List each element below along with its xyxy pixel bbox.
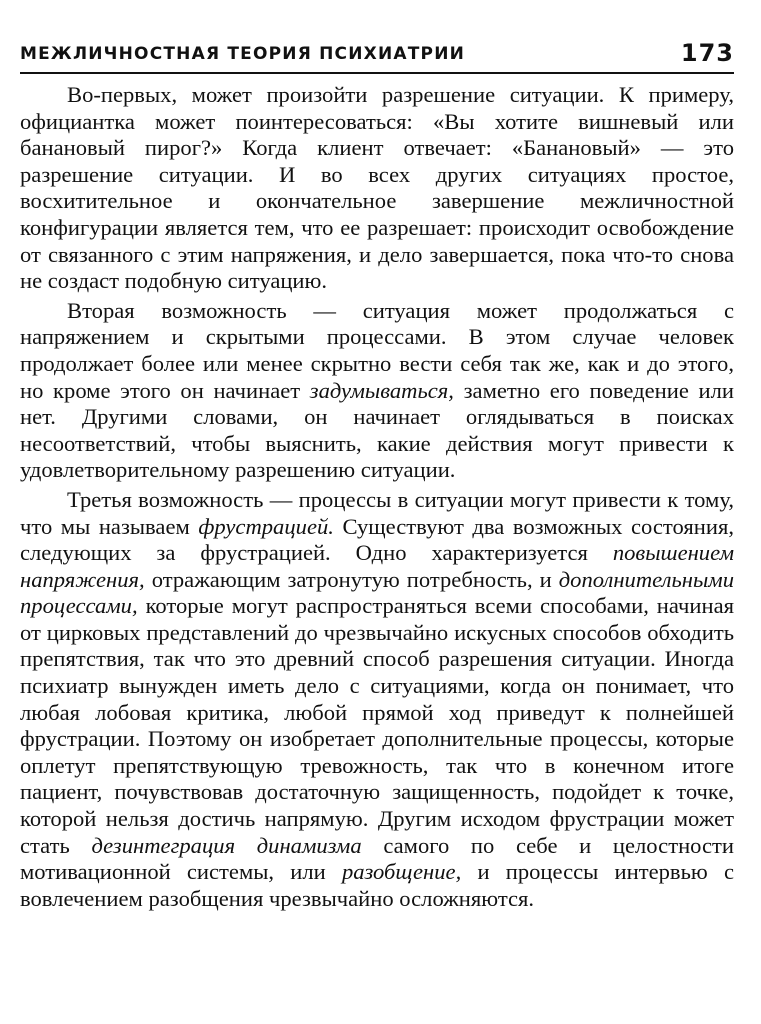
text-run: Вторая возможность — ситуация может продолжаться с напряжением и скрытыми процессами. В этом случае человек продолжает более или менее скрытно вести себя так же, как и до этого, но кроме этого он начинает [20, 297, 734, 403]
emphasis-text: задумываться, [309, 377, 454, 403]
text-run: Во-первых, может произойти разрешение ситуации. К примеру, официантка может поинтересоваться: «Вы хотите вишневый или банановый пирог?» Когда клиент отвечает: «Банановый» — это разрешение ситуации. И во всех других ситуациях простое, восхитительное и окончательное завершение межличностной конфигурации является тем, что ее разрешает: происходит освобождение от связанного с этим напряжения, и дело завершается, пока что-то снова не создаст подобную ситуацию. [20, 82, 734, 294]
running-title: МЕЖЛИЧНОСТНАЯ ТЕОРИЯ ПСИХИАТРИИ [20, 44, 466, 64]
paragraph-3 [20, 487, 734, 913]
text-run: самого по себе и целостности мотивационной системы, или [20, 832, 735, 885]
body-text [20, 82, 734, 912]
emphasis-text: повышением напряжения, [20, 540, 734, 592]
emphasis-text: фрустрацией. [198, 513, 334, 539]
text-run: и процессы интервью с вовлечением разобщения чрезвычайно осложняются. [20, 859, 734, 911]
emphasis-text: дезинтеграция динамизма [91, 832, 362, 858]
running-head [20, 36, 734, 68]
text-run: отражающим затронутую потребность, и [144, 566, 559, 592]
header-rule [20, 72, 734, 74]
page-number: 173 [680, 39, 734, 67]
paragraph-2 [20, 298, 734, 484]
text-run: Третья возможность — процессы в ситуации могут привести к тому, что мы называем [20, 486, 734, 539]
text-run: которые могут распространяться всеми способами, начиная от цирковых представлений до чрезвычайно искусных способов обходить препятствия, так что это древний способ разрешения ситуации. Иногда психиатр вынужден иметь дело с ситуациями, когда он понимает, что любая лобовая критика, любой прямой ход приведут к полнейшей фрустрации. Поэтому он изобретает дополнительные процессы, которые оплетут препятствующую тревожность, так что в конечном итоге пациент, почувствовав достаточную защищенность, подойдет к точке, которой нельзя достичь напрямую. Другим исходом фрустрации может стать [20, 593, 734, 858]
paragraph-1 [20, 82, 734, 295]
text-run: Существуют два возможных состояния, следующих за фрустрацией. Одно характеризуется [20, 513, 734, 566]
emphasis-text: разобщение, [341, 859, 462, 885]
text-run: заметно его поведение или нет. Другими словами, он начинает оглядываться в поисках несоответствий, чтобы выяснить, какие действия могут привести к удовлетворительному разрешению ситуации. [20, 377, 734, 483]
emphasis-text: дополнительными процессами, [20, 566, 734, 619]
